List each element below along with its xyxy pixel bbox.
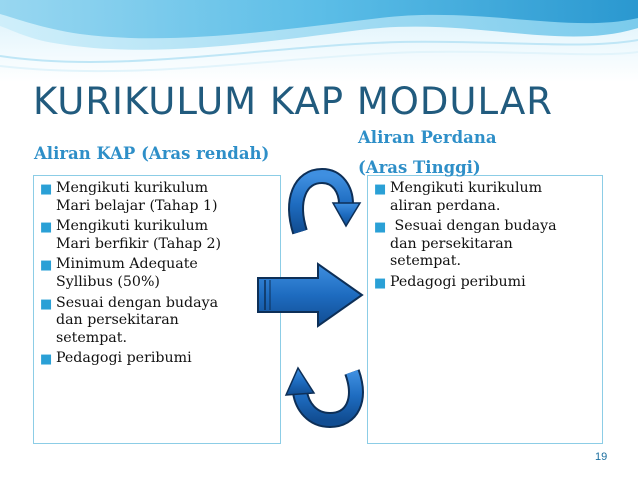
list-item-line: Pedagogi peribumi: [56, 350, 192, 367]
right-content-box: [367, 175, 603, 444]
list-item-line: Sesuai dengan budaya: [56, 294, 219, 311]
list-item: [40, 256, 274, 291]
list-item: [374, 218, 596, 271]
list-item-line: Mari belajar (Tahap 1): [56, 197, 218, 214]
list-item: [374, 180, 596, 215]
right-column-heading-line1: Aliran Perdana: [358, 128, 497, 147]
slide-title: KURIKULUM KAP MODULAR: [33, 80, 553, 123]
curved-arrow-right-down-icon: [296, 176, 360, 232]
left-column-heading: Aliran KAP (Aras rendah): [34, 144, 270, 163]
list-item-line: Mengikuti kurikulum: [390, 180, 543, 196]
square-bullet-icon: ■: [40, 352, 53, 368]
square-bullet-icon: ■: [40, 296, 53, 312]
list-item-line: dan persekitaran: [56, 312, 179, 329]
header-banner: [0, 0, 638, 82]
list-item-line: setempat.: [390, 253, 461, 270]
square-bullet-icon: ■: [374, 275, 387, 291]
list-item-line: Syllibus (50%): [56, 273, 160, 290]
right-column-heading-line2: (Aras Tinggi): [358, 158, 481, 177]
list-item-line: Mengikuti kurikulum: [56, 218, 209, 235]
left-bullet-list: [34, 176, 280, 368]
list-item: [40, 180, 274, 215]
square-bullet-icon: ■: [374, 182, 387, 197]
list-item: [40, 295, 274, 348]
square-bullet-icon: ■: [374, 220, 387, 236]
list-item-line: Pedagogi peribumi: [390, 273, 526, 290]
list-item-line: setempat.: [56, 329, 127, 346]
page-number: 19: [595, 451, 608, 463]
square-bullet-icon: ■: [40, 182, 53, 197]
list-item: [40, 350, 274, 368]
list-item-line: Sesuai dengan budaya: [390, 218, 557, 235]
square-bullet-icon: ■: [40, 258, 53, 274]
right-bullet-list: [368, 176, 602, 292]
left-content-box: [33, 175, 281, 444]
list-item-line: Mari berfikir (Tahap 2): [56, 235, 222, 252]
list-item-line: dan persekitaran: [390, 235, 513, 252]
list-item-line: Mengikuti kurikulum: [56, 180, 209, 196]
list-item-line: Minimum Adequate: [56, 256, 198, 273]
list-item: [374, 274, 596, 292]
list-item: [40, 218, 274, 253]
list-item-line: aliran perdana.: [390, 197, 501, 214]
square-bullet-icon: ■: [40, 220, 53, 236]
curved-arrow-up-left-icon: [286, 368, 356, 420]
